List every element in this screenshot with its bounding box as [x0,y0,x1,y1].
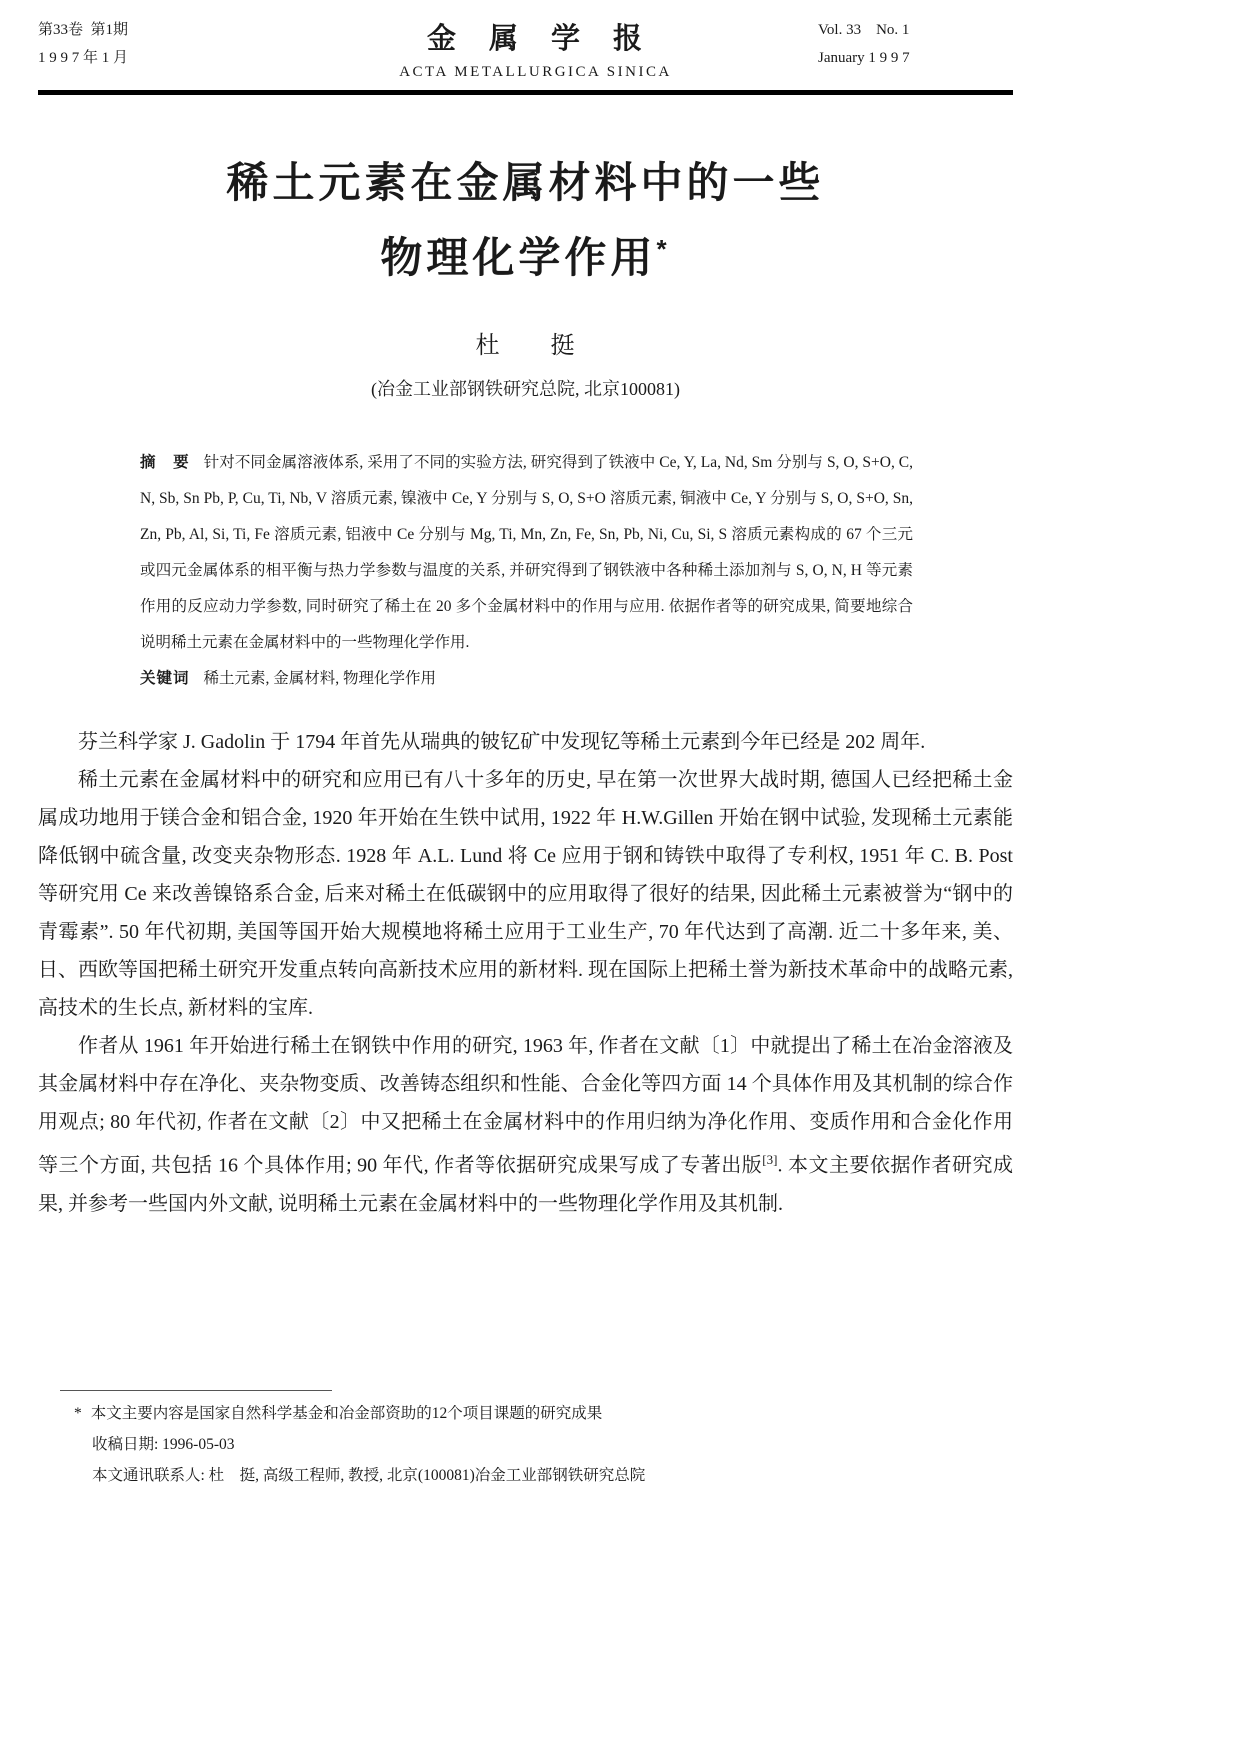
date-cn: 1 9 9 7 年 1 月 [38,50,129,66]
article-body [38,723,1013,1223]
header-rule [38,90,1013,95]
footnote-rule [60,1390,332,1391]
paragraph3-text-before: 作者从 1961 年开始进行稀土在钢铁中作用的研究, 1963 年, 作者在文献〔1〕中就提出了稀土在冶金溶液及其金属材料中存在净化、夹杂物变质、改善铸态组织和性能、合金化等四方面 14 个具体作用及其机制的综合作用观点; 80 年代初, 作者在文献〔2〕中又把稀土在金属材料中的作用归纳为净化作用、变质作用和合金化作用等三个方面, 共包括 16 个具体作用; 90 年代, 作者等依据研究成果写成了专著出版 [38,1035,1013,1177]
journal-masthead [253,16,818,81]
paper-title-line1: 稀土元素在金属材料中的一些 [226,159,825,206]
abstract-label: 摘 要 [140,454,190,471]
keywords-line [140,661,913,697]
footnote-grant-text: 本文主要内容是国家自然科学基金和冶金部资助的12个项目课题的研究成果 [90,1405,603,1422]
journal-title-en: ACTA METALLURGICA SINICA [399,64,672,80]
footnote-asterisk-marker: * [74,1405,82,1422]
footnote-contact: 本文通讯联系人: 杜 挺, 高级工程师, 教授, 北京(100081)冶金工业部钢铁研究总院 [92,1467,646,1484]
body-paragraph-1: 芬兰科学家 J. Gadolin 于 1794 年首先从瑞典的铍钇矿中发现钇等稀土元素到今年已经是 202 周年. [78,731,926,753]
journal-issue-info-cn [38,16,253,72]
title-footnote-marker: * [656,234,671,264]
citation-3-superscript: [3] [762,1152,778,1167]
body-paragraph-3 [38,1027,1013,1223]
paper-title [38,149,1013,291]
journal-header [38,16,1013,81]
abstract-text: 针对不同金属溶液体系, 采用了不同的实验方法, 研究得到了铁液中 Ce, Y, La, Nd, Sm 分别与 S, O, S+O, C, N, Sb, Sn Pb, P, Cu, Ti, Nb, V 溶质元素, 镍液中 Ce, Y 分别与 S, O, S+O 溶质元素, 铜液中 Ce, Y 分别与 S, O, S+O, Sn, Zn, Pb, Al, Si, Ti, Fe 溶质元素, 铝液中 Ce 分别与 Mg, Ti, Mn, Zn, Fe, Sn, Pb, Ni, Cu, Si, S 溶质元素构成的 67 个三元或四元金属体系的相平衡与热力学参数与温度的关系, 并研究得到了钢铁液中各种稀土添加剂与 S, O, N, H 等元素作用的反应动力学参数, 同时研究了稀土在 20 多个金属材料中的作用与应用. 依据作者等的研究成果, 简要地综合说明稀土元素在金属材料中的一些物理化学作用. [140,454,913,651]
abstract-paragraph [140,445,913,661]
body-paragraph-2: 稀土元素在金属材料中的研究和应用已有八十多年的历史, 早在第一次世界大战时期, 德国人已经把稀土金属成功地用于镁合金和铝合金, 1920 年开始在生铁中试用, 1922 年 H.W.Gillen 开始在钢中试验, 发现稀土元素能降低钢中硫含量, 改变夹杂物形态. 1928 年 A.L. Lund 将 Ce 应用于钢和铸铁中取得了专利权, 1951 年 C. B. Post 等研究用 Ce 来改善镍铬系合金, 后来对稀土在低碳钢中的应用取得了很好的结果, 因此稀土元素被誉为“钢中的青霉素”. 50 年代初期, 美国等国开始大规模地将稀土应用于工业生产, 70 年代达到了高潮. 近二十多年来, 美、日、西欧等国把稀土研究开发重点转向高新技术应用的新材料. 现在国际上把稀土誉为新技术革命中的战略元素, 高技术的生长点, 新材料的宝库. [38,769,1013,1019]
author-affiliation: (冶金工业部钢铁研究总院, 北京100081) [371,379,680,399]
volume-issue-en: Vol. 33 No. 1 [818,22,910,38]
footnotes [74,1398,974,1491]
page-content [38,16,1013,1223]
paper-title-line2: 物理化学作用 [380,234,657,281]
author-name: 杜 挺 [475,333,576,359]
date-en: January 1 9 9 7 [818,50,910,66]
paragraph3-text-after: . 本文主要依据作者研究成果, 并参考一些国内外文献, 说明稀土元素在金属材料中的一些物理化学作用及其机制. [38,1154,1013,1215]
abstract-section [140,445,913,697]
volume-issue-cn: 第33卷 第1期 [38,22,129,38]
footnote-grant [74,1398,974,1429]
footnote-received-date: 收稿日期: 1996-05-03 [92,1436,235,1453]
journal-title-cn: 金 属 学 报 [426,23,644,55]
keywords-label: 关键词 [140,670,190,687]
keywords-text: 稀土元素, 金属材料, 物理化学作用 [203,670,437,687]
journal-issue-info-en [818,16,1013,72]
